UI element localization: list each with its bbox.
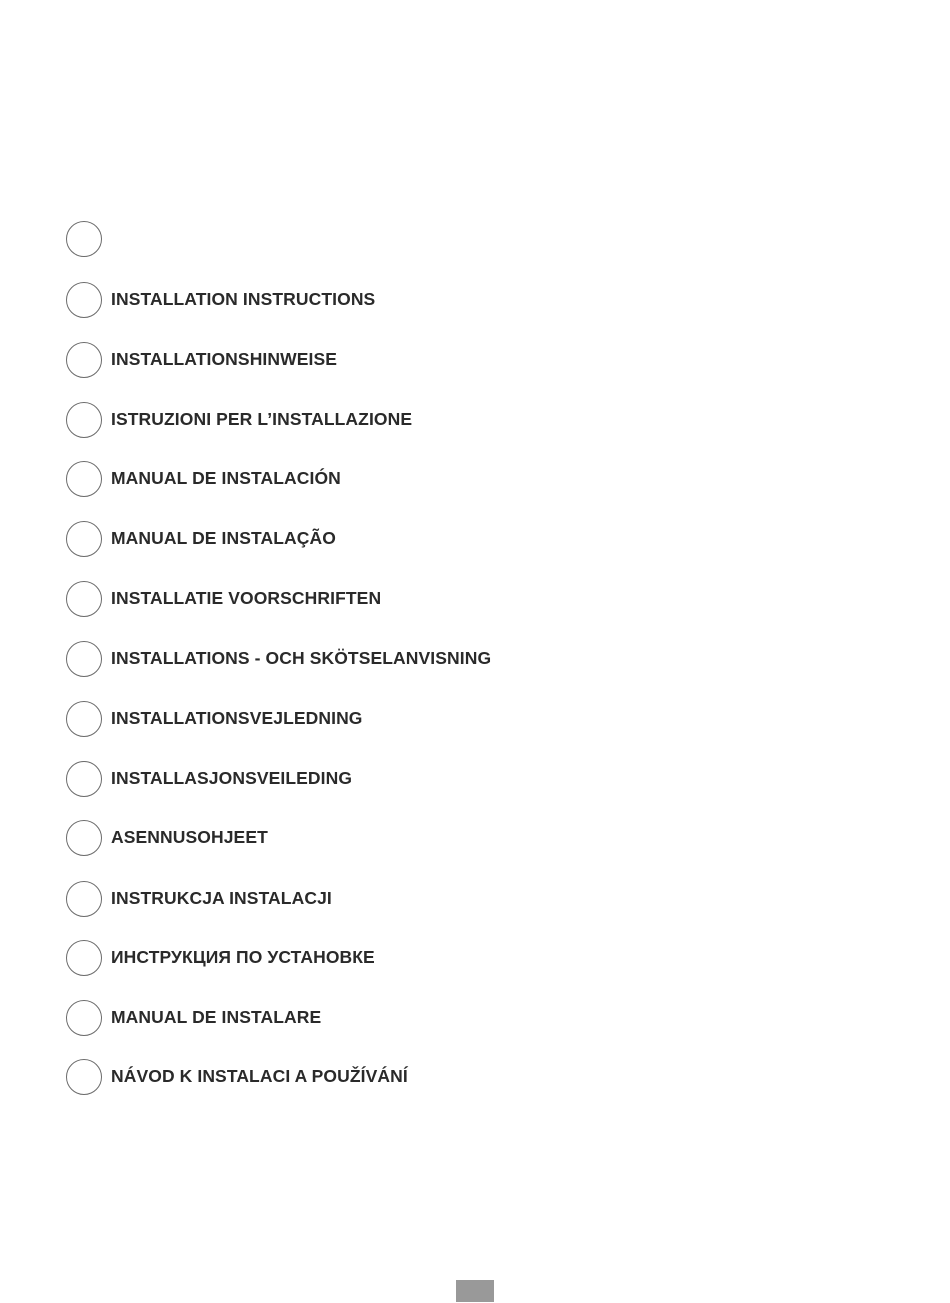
language-item [66, 999, 321, 1037]
language-item [66, 460, 341, 498]
language-label: MANUAL DE INSTALACIÓN [111, 468, 341, 489]
language-label: ISTRUZIONI PER L’INSTALLAZIONE [111, 409, 413, 430]
flag-circle-icon [66, 641, 102, 677]
language-label: NÁVOD K INSTALACI A POUŽÍVÁNÍ [111, 1066, 408, 1087]
language-label: INSTALLATIE VOORSCHRIFTEN [111, 588, 382, 609]
flag-circle-icon [66, 940, 102, 976]
flag-circle-icon [66, 701, 102, 737]
language-label: ASENNUSOHJEET [111, 827, 268, 848]
language-item [66, 220, 111, 258]
flag-circle-icon [66, 342, 102, 378]
flag-circle-icon [66, 461, 102, 497]
language-item [66, 341, 337, 379]
language-item [66, 640, 491, 678]
language-label: MANUAL DE INSTALAÇÃO [111, 528, 336, 549]
language-item [66, 880, 332, 918]
flag-circle-icon [66, 581, 102, 617]
flag-circle-icon [66, 761, 102, 797]
language-item [66, 760, 352, 798]
language-item [66, 819, 268, 857]
language-item [66, 580, 381, 618]
language-label: MANUAL DE INSTALARE [111, 1007, 322, 1028]
flag-circle-icon [66, 1000, 102, 1036]
language-item [66, 700, 363, 738]
language-item [66, 520, 336, 558]
flag-circle-icon [66, 282, 102, 318]
page-number-tab [456, 1280, 494, 1302]
flag-circle-icon [66, 402, 102, 438]
flag-circle-icon [66, 521, 102, 557]
flag-circle-icon [66, 820, 102, 856]
language-label: INSTALLATIONSHINWEISE [111, 349, 338, 370]
flag-circle-icon [66, 221, 102, 257]
language-label: INSTALLATIONSVEJLEDNING [111, 708, 363, 729]
flag-circle-icon [66, 881, 102, 917]
flag-circle-icon [66, 1059, 102, 1095]
language-item [66, 401, 412, 439]
language-label: INSTALLATION INSTRUCTIONS [111, 289, 376, 310]
language-label: INSTRUKCJA INSTALACJI [111, 888, 332, 909]
language-item [66, 281, 375, 319]
language-item [66, 939, 375, 977]
language-label: ИНСТРУКЦИЯ ПО УСТАНОВКЕ [111, 947, 375, 968]
language-item [66, 1058, 408, 1096]
language-label: INSTALLATIONS - OCH SKÖTSELANVISNING [111, 648, 492, 669]
language-label: INSTALLASJONSVEILEDING [111, 768, 353, 789]
